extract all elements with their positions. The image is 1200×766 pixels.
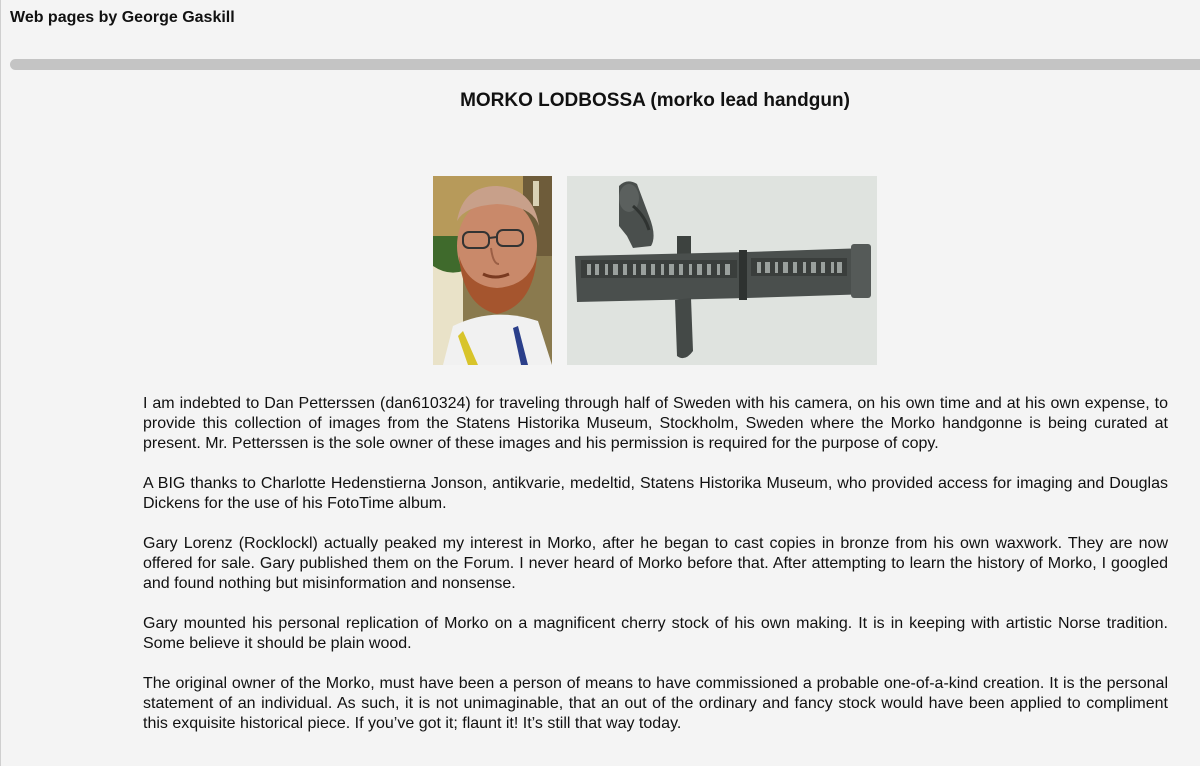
morko-handgun-photo [567,176,877,365]
author-portrait-photo [433,176,552,365]
paragraph-acknowledgement-charlotte: A BIG thanks to Charlotte Hedenstierna Jonson, antikvarie, medeltid, Statens Historika Museum, who provided access for imaging and Douglas Dickens for the use of his FotoTime album. [143,475,1168,512]
site-header-title: Web pages by George Gaskill [10,9,235,26]
page-title: MORKO LODBOSSA (morko lead handgun) [460,90,850,111]
paragraph-gary-lorenz: Gary Lorenz (Rocklockl) actually peaked my interest in Morko, after he began to cast copies in bronze from his own waxwork. They are now offered for sale. Gary published them on the Forum. I never heard of Morko before that. After attempting to learn the history of Morko, I googled and found nothing but misinformation and nonsense. [143,535,1168,592]
article-body [143,394,1168,754]
header-divider [10,59,1200,70]
author-portrait-image [433,176,552,365]
paragraph-original-owner: The original owner of the Morko, must have been a person of means to have commissioned a probable one-of-a-kind creation. It is the personal statement of an individual. As such, it is not unimaginable, that an out of the ordinary and fancy stock would have been applied to compliment this exquisite historical piece. If you’ve got it; flaunt it! It’s still that way today. [143,675,1168,732]
paragraph-cherry-stock: Gary mounted his personal replication of Morko on a magnificent cherry stock of his own making. It is in keeping with artistic Norse tradition. Some believe it should be plain wood. [143,615,1168,652]
paragraph-acknowledgement-dan: I am indebted to Dan Petterssen (dan610324) for traveling through half of Sweden with his camera, on his own time and at his own expense, to provide this collection of images from the Statens Historika Museum, Stockholm, Sweden where the Morko handgonne is being curated at present. Mr. Petterssen is the sole owner of these images and his permission is required for the purpose of copy. [143,395,1168,452]
morko-handgun-image [567,176,877,365]
